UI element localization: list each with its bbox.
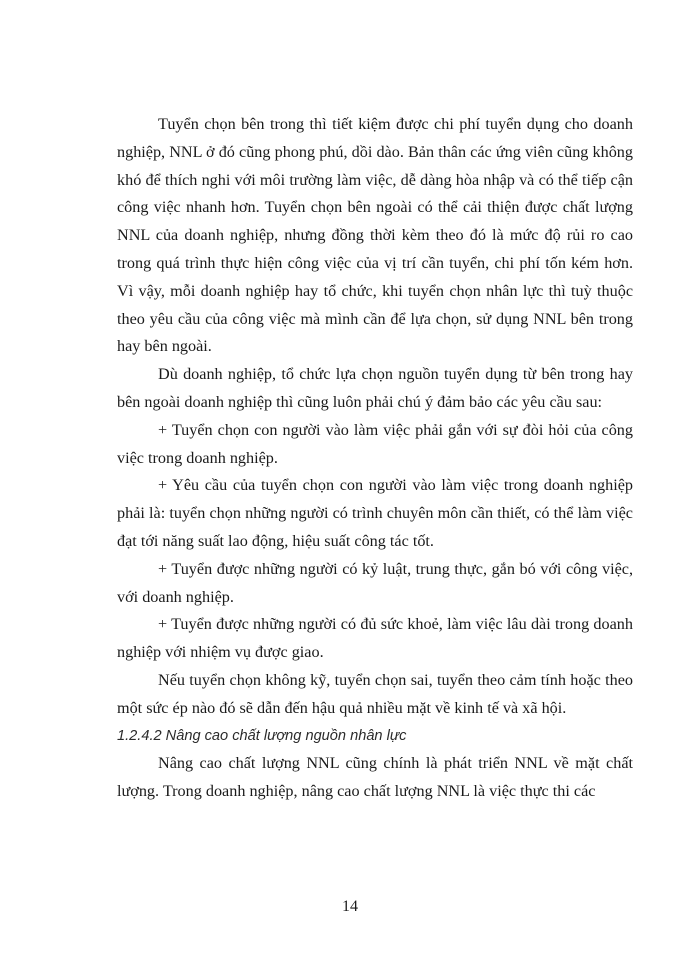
requirement-item-health: + Tuyển được những người có đủ sức khoẻ, làm việc lâu dài trong doanh nghiệp với nhiệm vụ được giao. <box>117 615 633 662</box>
paragraph-internal-vs-external-recruitment: Tuyển chọn bên trong thì tiết kiệm được chi phí tuyển dụng cho doanh nghiệp, NNL ở đó cũng phong phú, dồi dào. Bản thân các ứng viên cũng không khó để thích nghi với môi trường làm việc, dễ dàng hòa nhập và có thể tiếp cận công việc nhanh hơn. Tuyển chọn bên ngoài có thể cải thiện được chất lượng NNL của doanh nghiệp, nhưng đồng thời kèm theo đó là mức độ rủi ro cao trong quá trình thực hiện công việc của vị trí cần tuyển, chi phí tốn kém hơn. Vì vậy, mỗi doanh nghiệp hay tổ chức, khi tuyển chọn nhân lực thì tuỳ thuộc theo yêu cầu của công việc mà mình cần để lựa chọn, sử dụng NNL bên trong hay bên ngoài. <box>117 115 633 356</box>
paragraph-quality-improvement: Nâng cao chất lượng NNL cũng chính là phát triển NNL về mặt chất lượng. Trong doanh nghiệp, nâng cao chất lượng NNL là việc thực thi các <box>117 754 633 801</box>
paragraph-recruitment-requirements-intro: Dù doanh nghiệp, tổ chức lựa chọn nguồn tuyển dụng từ bên trong hay bên ngoài doanh nghiệp thì cũng luôn phải chú ý đảm bảo các yêu cầu sau: <box>117 365 633 411</box>
paragraph-consequences: Nếu tuyển chọn không kỹ, tuyển chọn sai, tuyển theo cảm tính hoặc theo một sức ép nào đó sẽ dẫn đến hậu quả nhiều mặt về kinh tế và xã hội. <box>117 670 633 717</box>
body-text <box>117 111 633 806</box>
requirement-item-qualifications: + Yêu cầu của tuyển chọn con người vào làm việc trong doanh nghiệp phải là: tuyển chọn những người có trình chuyên môn cần thiết, có thể làm việc đạt tới năng suất lao động, hiệu suất công tác tốt. <box>117 476 633 550</box>
section-heading: 1.2.4.2 Nâng cao chất lượng nguồn nhân lực <box>117 727 407 744</box>
page-number: 14 <box>342 898 358 915</box>
requirement-item-job-demands: + Tuyển chọn con người vào làm việc phải gắn với sự đòi hỏi của công việc trong doanh nghiệp. <box>117 420 633 467</box>
requirement-item-discipline: + Tuyển được những người có kỷ luật, trung thực, gắn bó với công việc, với doanh nghiệp. <box>117 559 633 606</box>
